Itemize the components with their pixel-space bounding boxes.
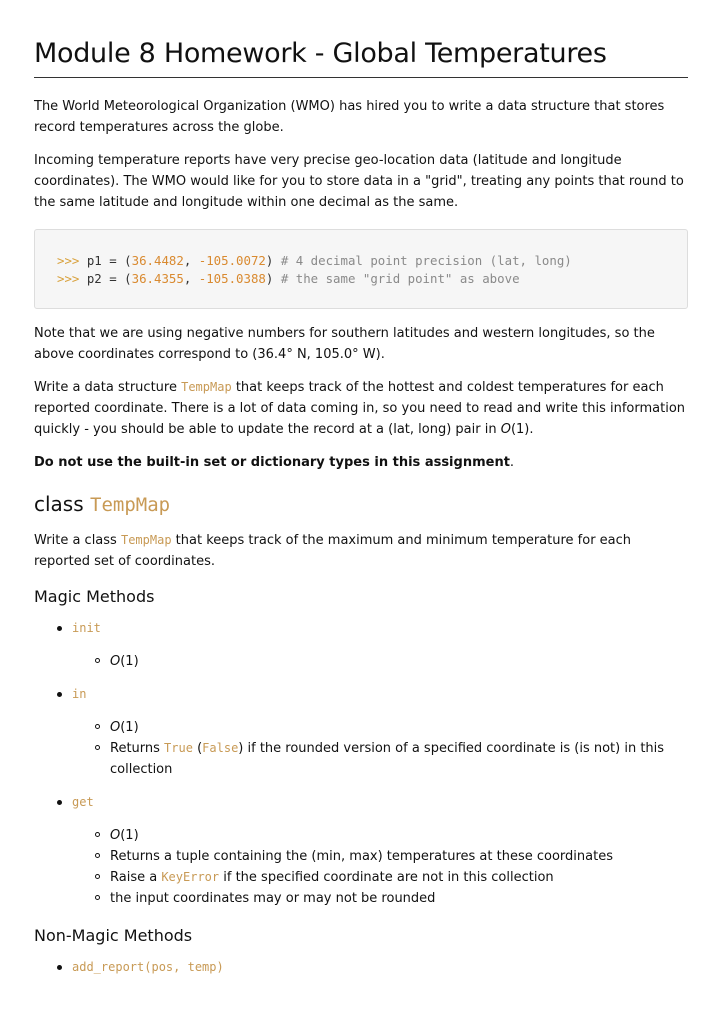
note-paragraph: Note that we are using negative numbers for southern latitudes and western longitudes, so the above coordinates correspond to (36.4° N, 105.0° W). (34, 326, 655, 362)
non-magic-methods-list (34, 957, 688, 978)
tempmap-paragraph (34, 377, 688, 440)
grid-paragraph: Incoming temperature reports have very precise geo-location data (latitude and longitude coordinates). The WMO would like for you to store data in a "grid", treating any points that round to the same latitude and longitude within one decimal as the same. (34, 153, 684, 210)
method-init (34, 618, 688, 672)
inline-code: TempMap (120, 533, 172, 547)
text: Raise a (110, 870, 162, 885)
big-o: O (110, 654, 121, 669)
text: Returns (110, 741, 165, 756)
text: . (509, 455, 515, 470)
method-details (72, 717, 688, 780)
complexity (72, 825, 688, 846)
warning-text: Do not use the built-in set or dictionary types in this assignment (34, 455, 510, 470)
code-end: ) (265, 253, 281, 268)
method-name: add_report(pos, temp) (72, 960, 224, 974)
code-sep: , (183, 271, 199, 286)
code-var: p1 = ( (79, 253, 132, 268)
method-details (72, 825, 688, 909)
code-comment: # 4 decimal point precision (lat, long) (280, 253, 572, 268)
text: Write a data structure (34, 380, 182, 395)
code-prompt: >>> (57, 271, 80, 286)
method-in (34, 684, 688, 780)
code-sep: , (183, 253, 199, 268)
code-end: ) (265, 271, 281, 286)
method-name: init (72, 621, 101, 635)
page-title: Module 8 Homework - Global Temperatures (34, 0, 688, 78)
big-o: O (500, 422, 511, 437)
intro-paragraph: The World Meteorological Organization (WMO) has hired you to write a data structure that stores record temperatures across the globe. (34, 99, 665, 135)
text: (1) (120, 828, 139, 843)
raises (72, 867, 688, 888)
text: ( (192, 741, 203, 756)
complexity (72, 651, 688, 672)
text: ) if the rounded version of a specified coordinate is (is not) in this collection (110, 741, 665, 777)
code-comment: # the same "grid point" as above (280, 271, 520, 286)
code-number: 36.4355 (131, 271, 184, 286)
text: if the specified coordinate are not in this collection (219, 870, 554, 885)
big-o: O (110, 828, 121, 843)
note: the input coordinates may or may not be rounded (72, 888, 688, 909)
code-block (34, 229, 688, 309)
inline-code: TempMap (181, 380, 232, 394)
class-heading (34, 491, 688, 518)
class-keyword: class (34, 492, 91, 516)
method-add-report (34, 957, 688, 978)
text: that keeps track of the hottest and coldest temperatures for each reported coordinate. There is a lot of data coming in, so you need to read and write this information quickly - you should be able to update the record at a (lat, long) pair in (34, 380, 686, 437)
class-name: TempMap (90, 494, 171, 516)
complexity (72, 717, 688, 738)
returns: Returns a tuple containing the (min, max) temperatures at these coordinates (72, 846, 688, 867)
document (34, 0, 688, 978)
non-magic-methods-heading: Non-Magic Methods (34, 926, 193, 945)
code-line-1 (57, 253, 572, 268)
text: Write a class (34, 533, 121, 548)
warning-paragraph (34, 452, 688, 473)
code-line-2 (57, 271, 520, 286)
big-o: O (110, 720, 121, 735)
code-number: 36.4482 (131, 253, 184, 268)
code-number: -105.0388 (198, 271, 266, 286)
method-name: get (72, 795, 94, 809)
method-get (34, 792, 688, 909)
class-description (34, 530, 688, 572)
code-var: p2 = ( (79, 271, 132, 286)
code-number: -105.0072 (198, 253, 266, 268)
magic-methods-heading: Magic Methods (34, 587, 155, 606)
returns (72, 738, 688, 780)
magic-methods-list (34, 618, 688, 909)
text: (1) (120, 654, 139, 669)
text: (1). (510, 422, 534, 437)
method-details (72, 651, 688, 672)
code-prompt: >>> (57, 253, 80, 268)
inline-code: KeyError (161, 870, 220, 884)
inline-code: False (202, 741, 239, 755)
text: that keeps track of the maximum and minimum temperature for each reported set of coordinates. (34, 533, 632, 569)
text: (1) (120, 720, 139, 735)
inline-code: True (164, 741, 193, 755)
method-name: in (72, 687, 87, 701)
